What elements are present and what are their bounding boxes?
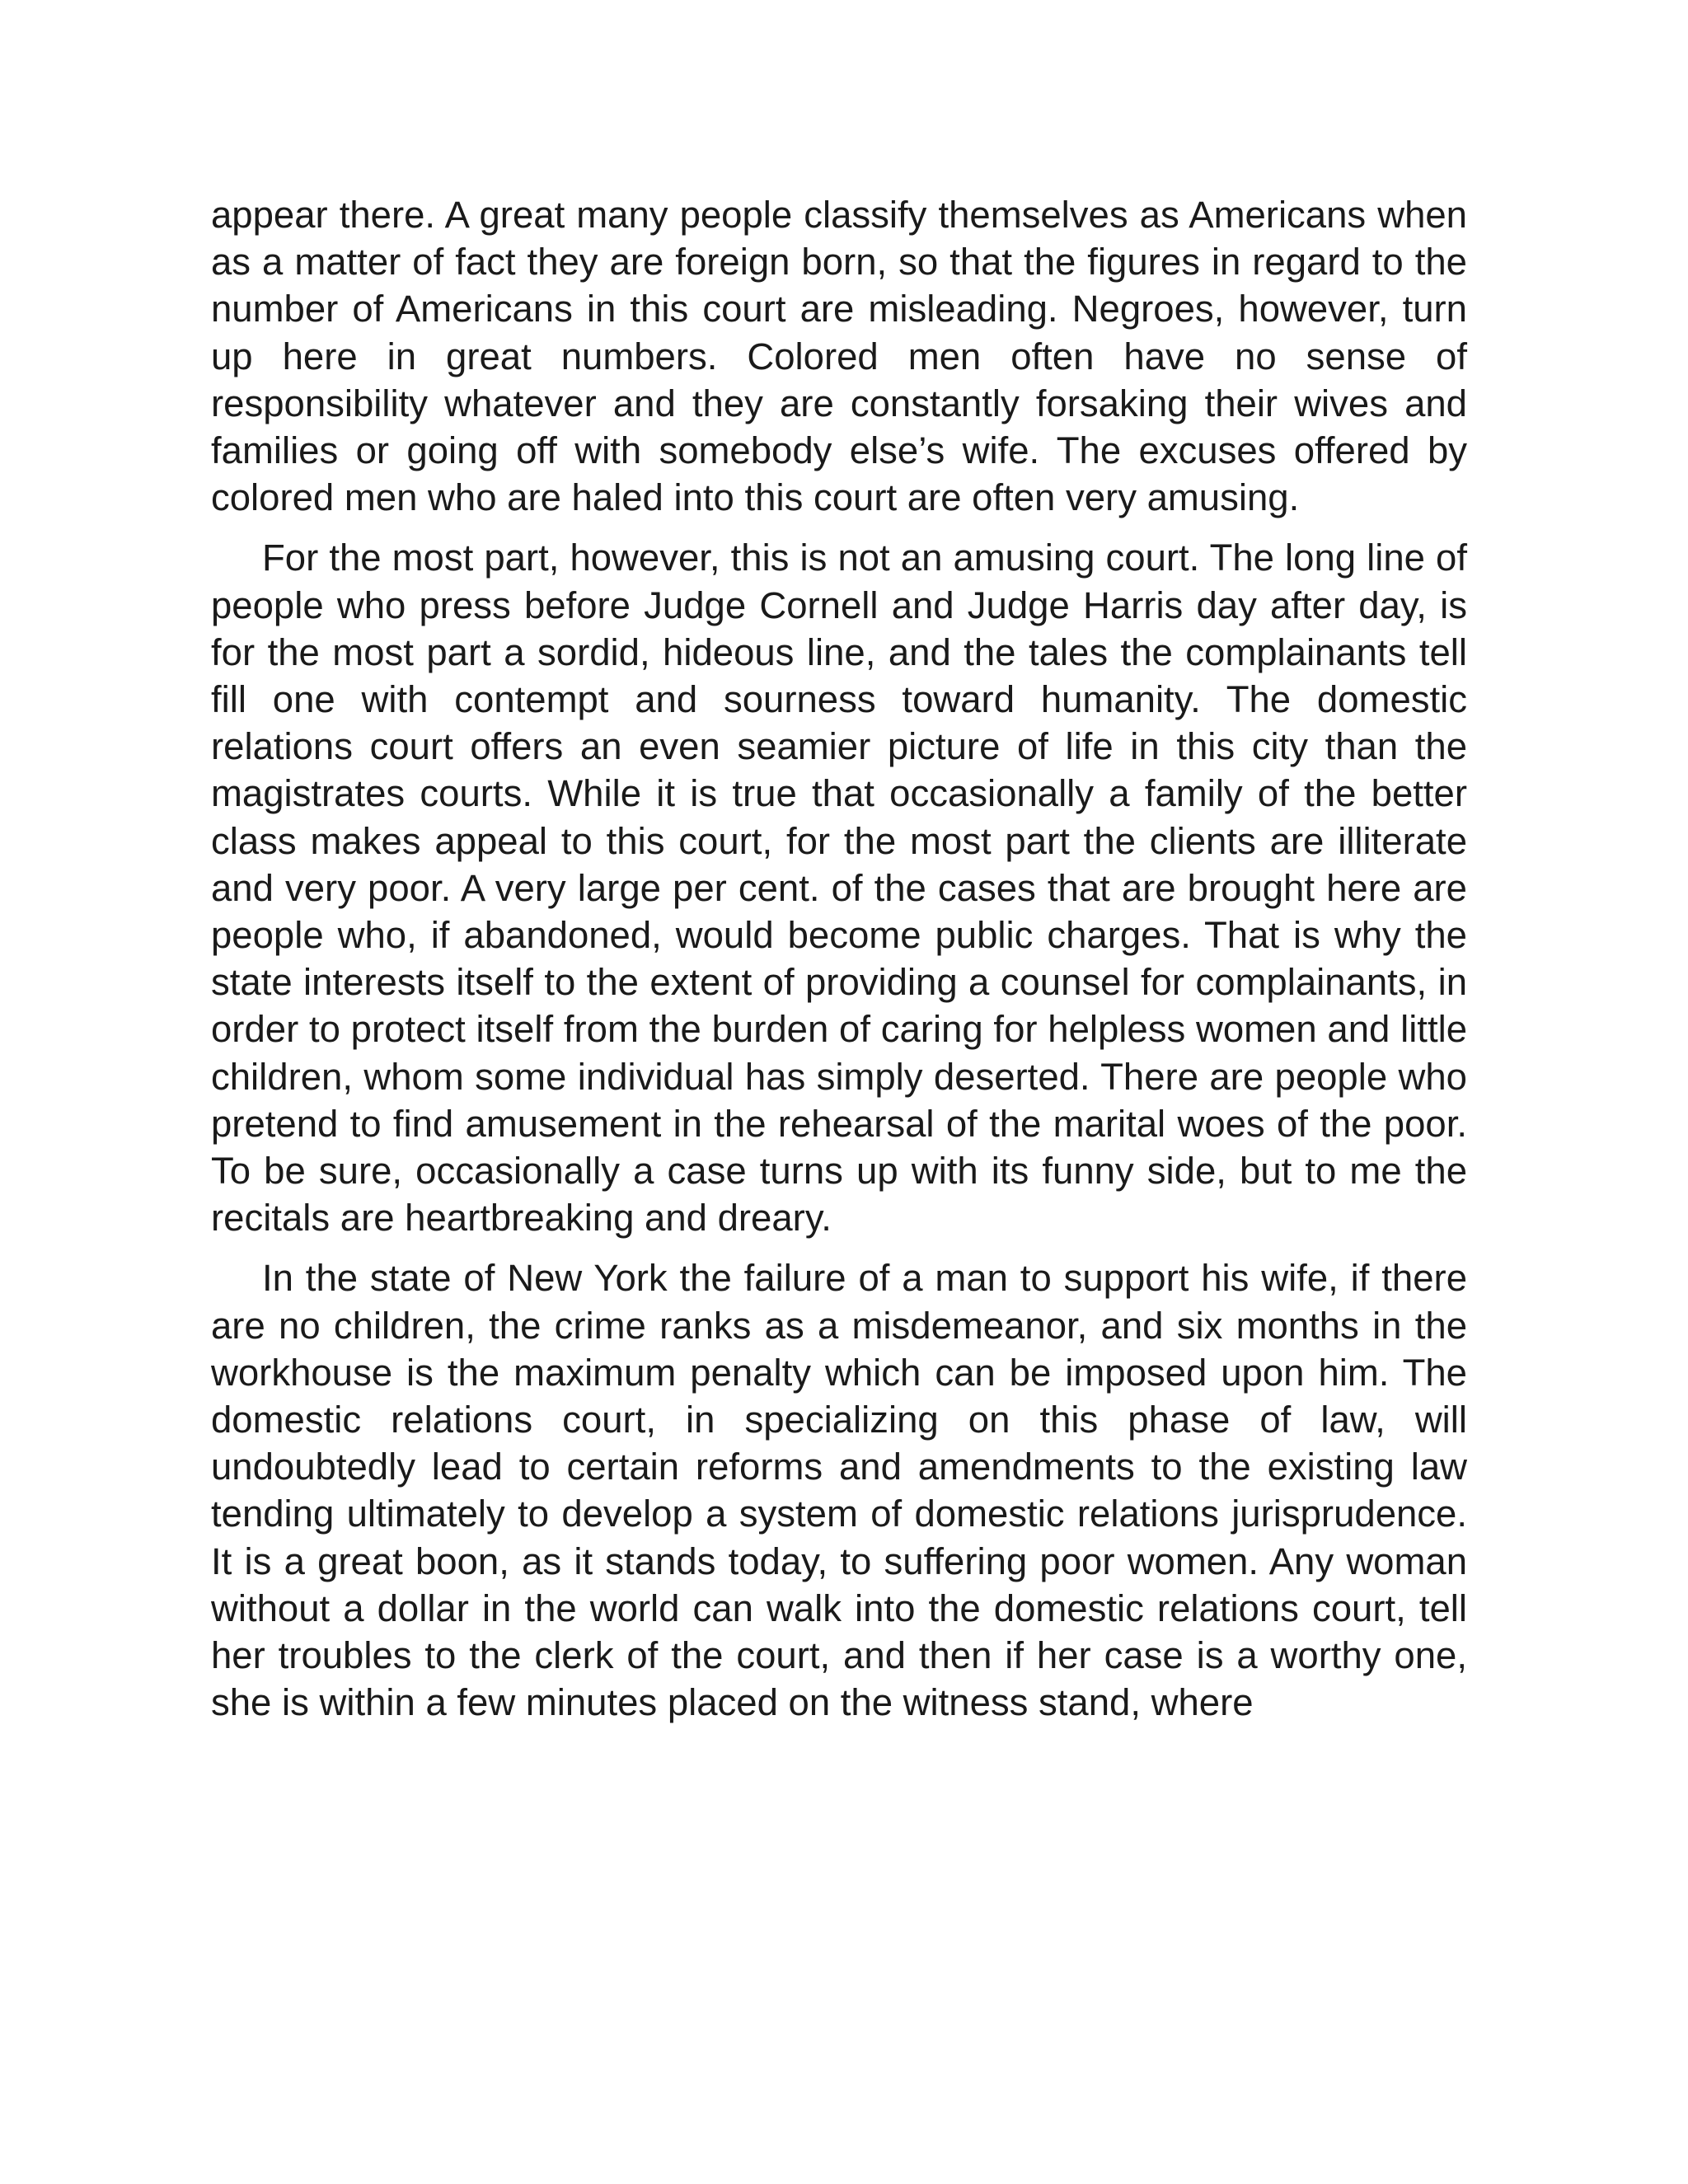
body-text [211, 191, 1467, 1740]
paragraph-3: In the state of New York the failure of a man to support his wife, if there are no children, the crime ranks as a misdemeanor, and six months in the workhouse is the maximum penalty which can be imposed upon him. The domestic relations court, in specializing on this phase of law, will undoubtedly lead to certain reforms and amendments to the existing law tending ultimately to develop a system of domestic relations jurisprudence. It is a great boon, as it stands today, to suffering poor women. Any woman without a dollar in the world can walk into the domestic relations court, tell her troubles to the clerk of the court, and then if her case is a worthy one, she is within a few minutes placed on the witness stand, where [211, 1257, 1467, 1724]
paragraph-2: For the most part, however, this is not an amusing court. The long line of people who press before Judge Cornell and Judge Harris day after day, is for the most part a sordid, hideous line, and the tales the complainants tell fill one with contempt and sourness toward humanity. The domestic relations court offers an even seamier picture of life in this city than the magistrates courts. While it is true that occasionally a family of the better class makes appeal to this court, for the most part the clients are illiterate and very poor. A very large per cent. of the cases that are brought here are people who, if abandoned, would become public charges. That is why the state interests itself to the extent of providing a counsel for complainants, in order to protect itself from the burden of caring for helpless women and little children, whom some individual has simply deserted. There are people who pretend to find amusement in the rehearsal of the marital woes of the poor. To be sure, occasionally a case turns up with its funny side, but to me the recitals are heartbreaking and dreary. [211, 537, 1467, 1240]
paragraph-1: appear there. A great many people classify themselves as Americans when as a matter of fact they are foreign born, so that the figures in regard to the number of Americans in this court are misleading. Negroes, however, turn up here in great numbers. Colored men often have no sense of responsibility whatever and they are constantly forsaking their wives and families or going off with somebody else’s wife. The excuses offered by colored men who are haled into this court are often very amusing. [211, 194, 1467, 519]
